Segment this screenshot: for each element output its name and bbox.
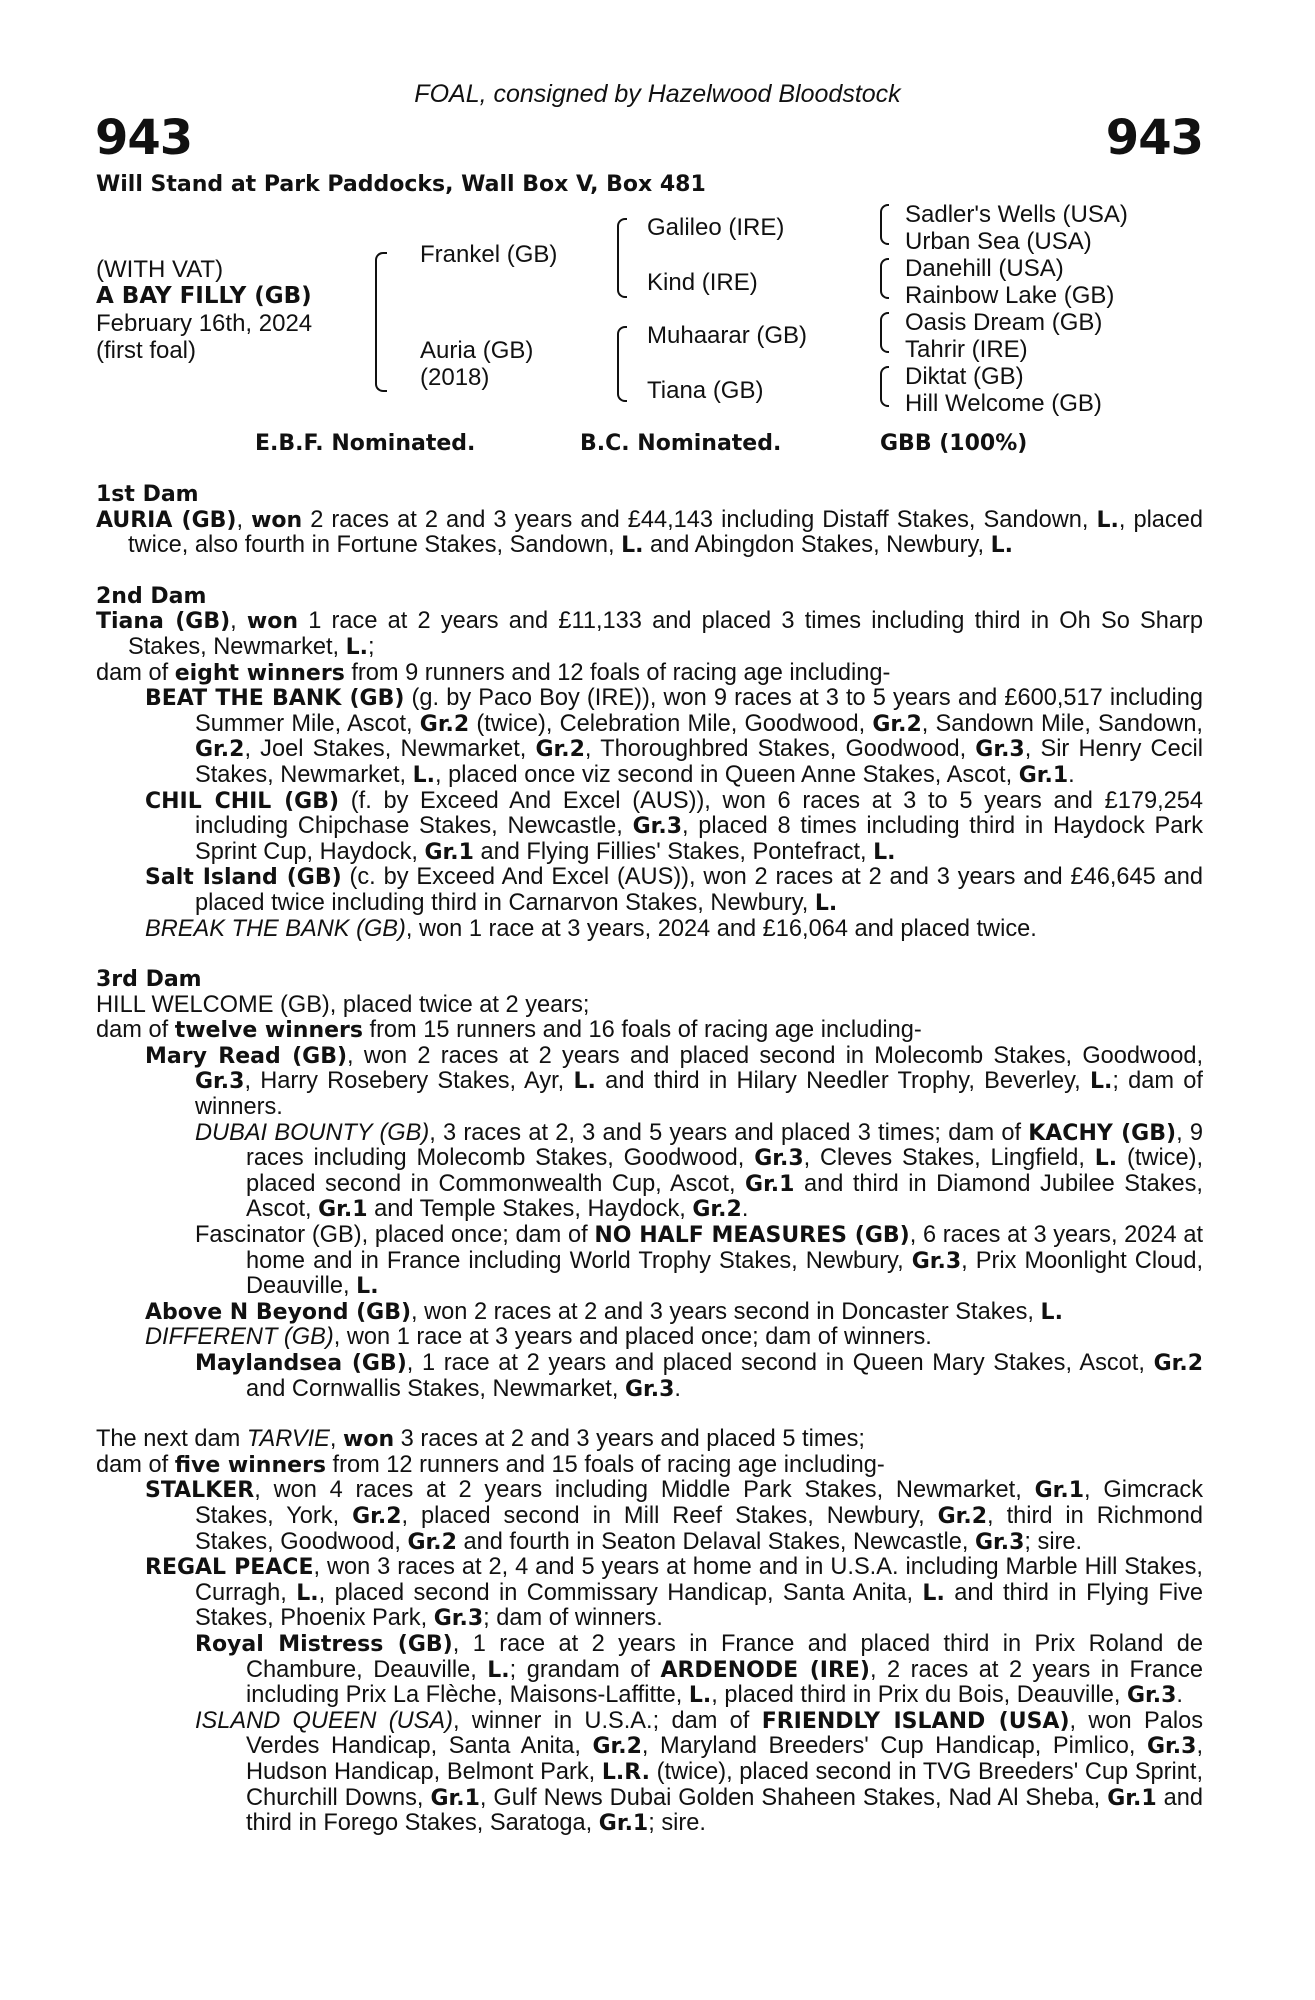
- produce-royal-mistress: Royal Mistress (GB), 1 race at 2 years in France and placed third in Prix Roland de Chambure, Deauville, L.; grandam of ARDENODE (IRE), 2 races at 2 years in France including Prix La Flèche, Maisons-Laffitte, L., placed third in Prix du Bois, Deauville, Gr.3.: [195, 1630, 1203, 1709]
- next-dam-produce-summary: dam of five winners from 12 runners and 15 foals of racing age including-: [96, 1451, 885, 1478]
- pedigree-brace-sire: [617, 218, 627, 298]
- produce-record: [96, 482, 1203, 1837]
- ancestor-g8: Hill Welcome (GB): [905, 390, 1102, 417]
- sire-sire: Galileo (IRE): [647, 214, 785, 241]
- first-dam-name: AURIA (GB): [96, 507, 237, 533]
- dam-name: Auria (GB): [420, 337, 534, 364]
- produce-break-the-bank: BREAK THE BANK (GB), won 1 race at 3 years, 2024 and £16,064 and placed twice.: [145, 915, 1037, 942]
- produce-mary-read: Mary Read (GB), won 2 races at 2 years and placed second in Molecomb Stakes, Goodwood, Gr.3, Harry Rosebery Stakes, Ayr, L. and third in Hilary Needler Trophy, Beverley, L.; dam of winners.: [145, 1042, 1204, 1121]
- catalogue-subtitle: FOAL, consigned by Hazelwood Bloodstock: [414, 80, 901, 108]
- produce-maylandsea: Maylandsea (GB), 1 race at 2 years and placed second in Queen Mary Stakes, Ascot, Gr.2 and Cornwallis Stakes, Newmarket, Gr.3.: [195, 1350, 1204, 1402]
- second-dam-heading: 2nd Dam: [96, 583, 207, 609]
- second-dam-name: Tiana (GB): [96, 609, 231, 635]
- ancestor-g4: Rainbow Lake (GB): [905, 282, 1115, 309]
- horse-name: A BAY FILLY (GB): [96, 283, 312, 309]
- dam-dam: Tiana (GB): [647, 377, 764, 404]
- pedigree-brace-dam: [617, 326, 627, 402]
- next-dam-entry: The next dam TARVIE, won 3 races at 2 and 3 years and placed 5 times;: [96, 1426, 865, 1453]
- produce-regal-peace: REGAL PEACE, won 3 races at 2, 4 and 5 years at home and in U.S.A. including Marble Hill Stakes, Curragh, L., placed second in Commissary Handicap, Santa Anita, L. and third in Flying Five Stakes, Phoenix Park, Gr.3; dam of winners.: [145, 1554, 1203, 1632]
- third-dam-heading: 3rd Dam: [96, 967, 202, 993]
- produce-dubai-bounty: DUBAI BOUNTY (GB), 3 races at 2, 3 and 5 years and placed 3 times; dam of KACHY (GB), 9 races including Molecomb Stakes, Goodwood, Gr.3, Cleves Stakes, Lingfield, L. (twice), placed second in Commonwealth Cup, Ascot, Gr.1 and third in Diamond Jubilee Stakes, Ascot, Gr.1 and Temple Stakes, Haydock, Gr.2.: [195, 1119, 1204, 1223]
- ancestor-g7: Diktat (GB): [905, 363, 1024, 390]
- second-dam-produce-summary: dam of eight winners from 9 runners and 12 foals of racing age including-: [96, 659, 891, 686]
- pedigree-brace-g2: [880, 258, 889, 299]
- foal-note: (first foal): [96, 337, 197, 364]
- ebf-nomination: E.B.F. Nominated.: [255, 431, 476, 456]
- third-dam-entry: HILL WELCOME (GB), placed twice at 2 years;: [96, 991, 590, 1018]
- stand-location: Will Stand at Park Paddocks, Wall Box V, Box 481: [96, 172, 706, 197]
- ancestor-g6: Tahrir (IRE): [905, 336, 1028, 363]
- third-dam-produce-summary: dam of twelve winners from 15 runners and 16 foals of racing age including-: [96, 1017, 922, 1044]
- sire-name: Frankel (GB): [420, 241, 558, 268]
- pedigree-brace-g4: [880, 366, 889, 407]
- produce-stalker: STALKER, won 4 races at 2 years including Middle Park Stakes, Newmarket, Gr.1, Gimcrack Stakes, York, Gr.2, placed second in Mill Reef Stakes, Newbury, Gr.2, third in Richmond Stakes, Goodwood, Gr.2 and fourth in Seaton Delaval Stakes, Newcastle, Gr.3; sire.: [145, 1477, 1203, 1555]
- pedigree-brace-g3: [880, 312, 889, 353]
- ancestor-g3: Danehill (USA): [905, 255, 1064, 282]
- ancestor-g2: Urban Sea (USA): [905, 228, 1092, 255]
- second-dam-entry: Tiana (GB), won 1 race at 2 years and £11,133 and placed 3 times including third in Oh So Sharp Stakes, Newmarket, L.;: [96, 608, 1203, 660]
- dam-year: (2018): [420, 364, 490, 391]
- foaling-date: February 16th, 2024: [96, 310, 313, 337]
- produce-beat-the-bank: BEAT THE BANK (GB) (g. by Paco Boy (IRE)), won 9 races at 3 to 5 years and £600,517 including Summer Mile, Ascot, Gr.2 (twice), Celebration Mile, Goodwood, Gr.2, Sandown Mile, Sandown, Gr.2, Joel Stakes, Newmarket, Gr.2, Thoroughbred Stakes, Goodwood, Gr.3, Sir Henry Cecil Stakes, Newmarket, L., placed once viz second in Queen Anne Stakes, Ascot, Gr.1.: [145, 685, 1203, 788]
- pedigree-brace-g1: [880, 204, 889, 245]
- ancestor-g5: Oasis Dream (GB): [905, 309, 1103, 336]
- produce-different: DIFFERENT (GB), won 1 race at 3 years and placed once; dam of winners.: [145, 1324, 932, 1351]
- produce-island-queen: ISLAND QUEEN (USA), winner in U.S.A.; dam of FRIENDLY ISLAND (USA), won Palos Verdes Handicap, Santa Anita, Gr.2, Maryland Breeders' Cup Handicap, Pimlico, Gr.3, Hudson Handicap, Belmont Park, L.R. (twice), placed second in TVG Breeders' Cup Sprint, Churchill Downs, Gr.1, Gulf News Dubai Golden Shaheen Stakes, Nad Al Sheba, Gr.1 and third in Forego Stakes, Saratoga, Gr.1; sire.: [195, 1707, 1204, 1837]
- lot-number-right: 943: [1105, 110, 1203, 166]
- bc-nomination: B.C. Nominated.: [580, 431, 782, 456]
- first-dam-entry: AURIA (GB), won 2 races at 2 and 3 years and £44,143 including Distaff Stakes, Sandown, L., placed twice, also fourth in Fortune Stakes, Sandown, L. and Abingdon Stakes, Newbury, L.: [96, 506, 1203, 559]
- ancestor-g1: Sadler's Wells (USA): [905, 201, 1128, 228]
- vat-note: (WITH VAT): [96, 256, 224, 283]
- pedigree-brace-main: [375, 252, 387, 392]
- sire-dam: Kind (IRE): [647, 269, 758, 296]
- produce-salt-island: Salt Island (GB) (c. by Exceed And Excel (AUS)), won 2 races at 2 and 3 years and £46,645 and placed twice including third in Carnarvon Stakes, Newbury, L.: [145, 864, 1203, 916]
- first-dam-heading: 1st Dam: [96, 482, 199, 507]
- dam-sire: Muhaarar (GB): [647, 322, 808, 349]
- produce-fascinator: Fascinator (GB), placed once; dam of NO HALF MEASURES (GB), 6 races at 3 years, 2024 at home and in France including World Trophy Stakes, Newbury, Gr.3, Prix Moonlight Cloud, Deauville, L.: [195, 1222, 1204, 1300]
- lot-number-left: 943: [95, 110, 193, 166]
- produce-chil-chil: CHIL CHIL (GB) (f. by Exceed And Excel (AUS)), won 6 races at 3 to 5 years and £179,254 including Chipchase Stakes, Newcastle, Gr.3, placed 8 times including third in Haydock Park Sprint Cup, Haydock, Gr.1 and Flying Fillies' Stakes, Pontefract, L.: [145, 787, 1204, 865]
- gbb-status: GBB (100%): [880, 431, 1028, 456]
- produce-above-n-beyond: Above N Beyond (GB), won 2 races at 2 and 3 years second in Doncaster Stakes, L.: [145, 1298, 1063, 1325]
